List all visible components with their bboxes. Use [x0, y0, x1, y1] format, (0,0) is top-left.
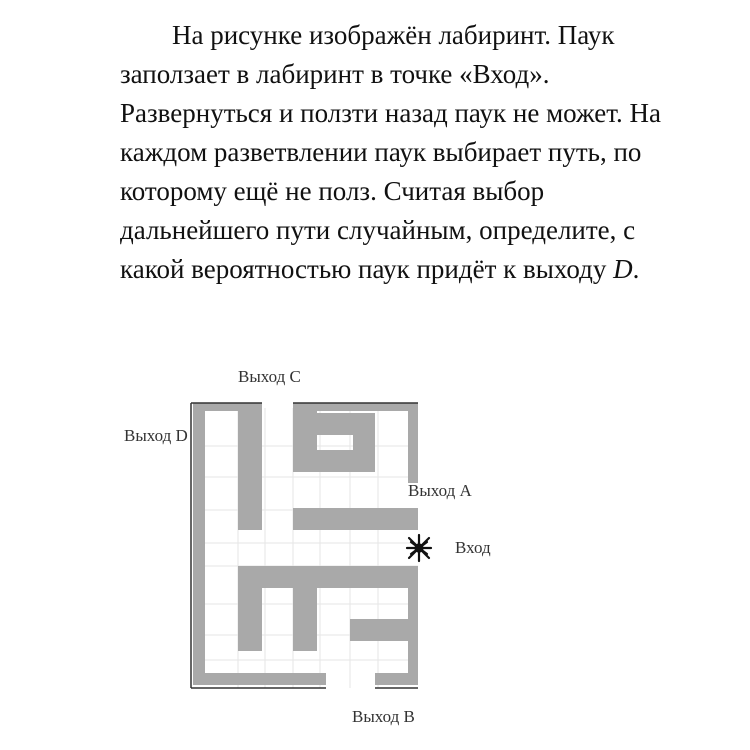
- maze-walls: [193, 403, 418, 685]
- problem-line-3: Развернуться и ползти назад паук не может. На: [120, 98, 662, 128]
- problem-line-4: каждом разветвлении паук выбирает путь, по: [120, 137, 642, 167]
- problem-line-1: На рисунке изображён лабиринт. Паук: [172, 20, 615, 50]
- wall-right-lower: [408, 566, 418, 685]
- label-exit-c: Выход C: [238, 367, 301, 386]
- label-exit-b: Выход B: [352, 707, 415, 726]
- problem-line-2: заползает в лабиринт в точке «Вход».: [120, 59, 550, 89]
- wall-column-left: [238, 403, 262, 530]
- problem-line-6: дальнейшего пути случайным, определите, с: [120, 215, 636, 245]
- wall-e-mid-stub: [293, 588, 317, 651]
- label-entrance: Вход: [455, 538, 491, 557]
- wall-e-top: [238, 566, 418, 588]
- exit-variable: D: [613, 254, 633, 284]
- spider-icon: [407, 535, 431, 561]
- problem-line-7-period: .: [632, 254, 640, 284]
- label-exit-a: Выход A: [408, 481, 472, 500]
- wall-bar-entrance: [293, 508, 418, 530]
- wall-hook-bottom: [293, 450, 375, 472]
- wall-left-outer: [193, 403, 205, 685]
- wall-right-upper: [408, 403, 418, 483]
- label-exit-d: Выход D: [124, 426, 188, 445]
- wall-bottom-right: [375, 673, 418, 685]
- problem-line-7-text: какой вероятностью паук придёт к выходу: [120, 254, 614, 284]
- problem-line-5: которому ещё не полз. Считая выбор: [120, 176, 545, 206]
- wall-bottom-left: [193, 673, 326, 685]
- wall-e-inner: [350, 619, 418, 641]
- wall-hook-top: [317, 413, 353, 435]
